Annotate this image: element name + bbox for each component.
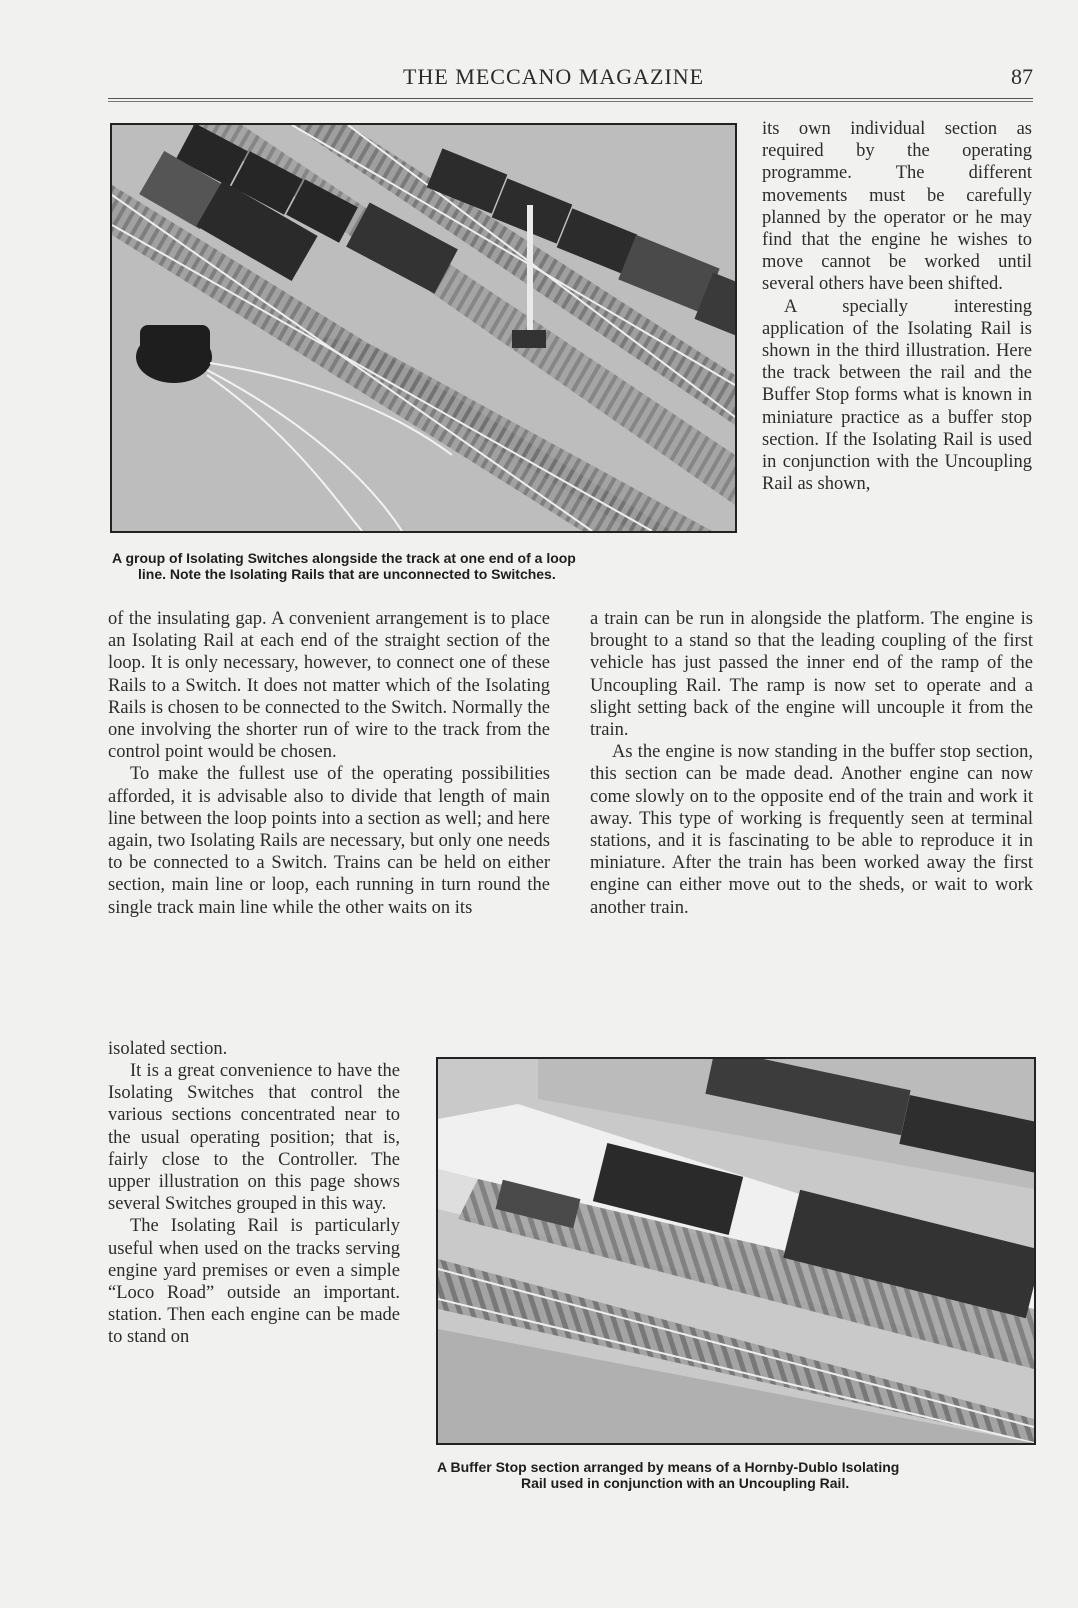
right-top-column [762, 118, 1032, 495]
paragraph: a train can be run in alongside the platform. The engine is brought to a stand so that the leading coupling of the first vehicle has just passed the inner end of the ramp of the Uncoupling Rail. The ramp is now set to operate and a slight setting back of the engine will uncouple it from the train. [590, 609, 1033, 741]
bottom-photo-buffer-stop [436, 1057, 1036, 1445]
header-rule-secondary [108, 101, 1033, 102]
paragraph: of the insulating gap. A convenient arrangement is to place an Isolating Rail at each end of the straight section of the loop. It is only necessary, however, to connect one of these Rails to a Switch. It does not matter which of the Isolating Rails is chosen to be connected to the Switch. Normally the one involving the shorter run of wire to the track from the control point would be chosen. [108, 609, 550, 763]
paragraph: The Isolating Rail is particularly useful when used on the tracks serving engine yard premises or even a simple “Loco Road” outside an important. station. Then each engine can be made to stand on [108, 1216, 400, 1348]
paragraph-end: isolated section. [108, 1039, 228, 1059]
page-number: 87 [1011, 64, 1033, 89]
header-rule [108, 98, 1033, 99]
left-narrow-column [108, 1060, 400, 1349]
buffer-stop-photo [438, 1059, 1034, 1443]
top-figure-caption [112, 550, 752, 582]
bottom-figure-caption [437, 1459, 1037, 1491]
paragraph: its own individual section as required by the operating programme. The different movements must be carefully planned by the operator or he may find that the engine he wishes to move cannot be worked until several others have been shifted. [762, 119, 1032, 295]
paragraph: To make the fullest use of the operating possibilities afforded, it is advisable also to divide that length of main line between the loop points into a section as well; and here again, two Isolating Rails are necessary, but only one needs to be connected to a Switch. Trains can be held on either section, main line or loop, each running in turn round the single track main line while the other waits on its [108, 764, 550, 918]
model-railway-photo [112, 125, 735, 531]
top-caption-line-2: line. Note the Isolating Rails that are unconnected to Switches. [138, 566, 556, 582]
magazine-title: THE MECCANO MAGAZINE [403, 64, 705, 89]
page-header [108, 60, 1033, 90]
left-column-continuation [108, 1038, 400, 1060]
left-column [108, 608, 550, 919]
paragraph: It is a great convenience to have the Isolating Switches that control the various sections concentrated near to the usual operating position; that is, fairly close to the Controller. The upper illustration on this page shows several Switches grouped in this way. [108, 1061, 400, 1215]
right-middle-column [590, 608, 1033, 919]
top-photo-isolating-switches [110, 123, 737, 533]
top-caption-line-1: A group of Isolating Switches alongside the track at one end of a loop [112, 550, 576, 566]
paragraph: A specially interesting application of the Isolating Rail is shown in the third illustration. Here the track between the rail and the Buffer Stop forms what is known in miniature practice as a buffer stop section. If the Isolating Rail is used in conjunction with the Uncoupling Rail as shown, [762, 296, 1032, 495]
paragraph: As the engine is now standing in the buffer stop section, this section can be made dead. Another engine can now come slowly on to the opposite end of the train and work it away. This type of working is frequently seen at terminal stations, and it is fascinating to be able to reproduce it in miniature. After the train has been worked away the first engine can either move out to the sheds, or wait to work another train. [590, 742, 1033, 918]
bottom-caption-line-2: Rail used in conjunction with an Uncoupling Rail. [521, 1475, 850, 1491]
bottom-caption-line-1: A Buffer Stop section arranged by means of a Hornby-Dublo Isolating [437, 1459, 900, 1475]
